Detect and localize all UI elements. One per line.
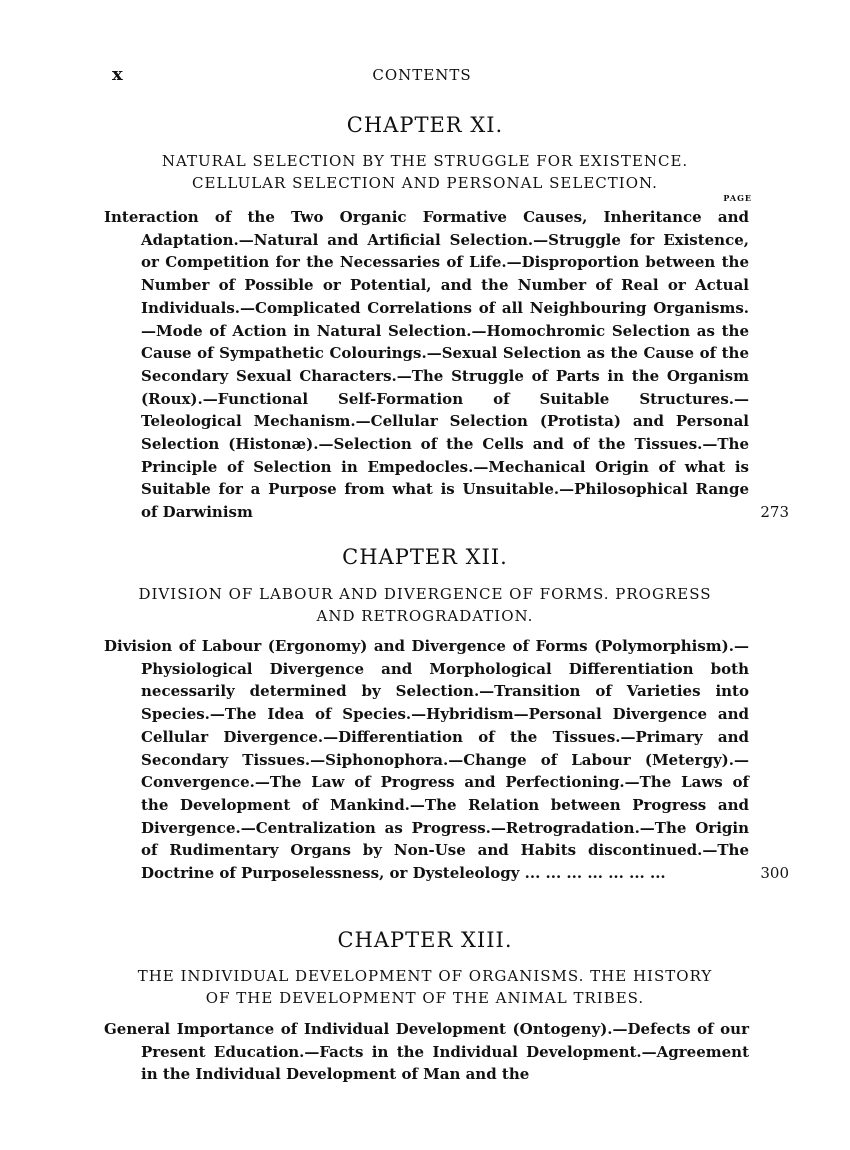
running-title: CONTENTS	[372, 66, 472, 84]
chapter-subtitle-line: AND RETROGRADATION.	[316, 607, 534, 625]
chapter-summary	[104, 1018, 749, 1086]
chapter-subtitle-line: NATURAL SELECTION BY THE STRUGGLE FOR EXISTENCE.	[161, 152, 689, 170]
chapter-summary-text: Division of Labour (Ergonomy) and Divergence of Forms (Polymorphism).—Physiological Divergence and Morphological Differentiation both necessarily determined by Selection.—Transition of Varieties into Species.—The Idea of Species.—Hybridism—Personal Divergence and Cellular Divergence.—Differentiation of the Tissues.—Primary and Secondary Tissues.—Siphonophora.—Change of Labour (Metergy).—Convergence.—The Law of Progress and Perfectioning.—The Laws of the Development of Mankind.—The Relation between Progress and Divergence.—Centralization as Progress.—Retrogradation.—The Origin of Rudimentary Organs by Non-Use and Habits discontinued.—The Doctrine of Purposelessness, or Dysteleology ... ... ... ... ... ... ...	[104, 637, 749, 883]
chapter-heading: CHAPTER XII.	[342, 545, 508, 569]
chapter-page-ref: 300	[760, 864, 789, 883]
chapter-summary-text: General Importance of Individual Development (Ontogeny).—Defects of our Present Education.—Facts in the Individual Development.—Agreement in the Individual Development of Man and the	[104, 1020, 749, 1084]
chapter-heading: CHAPTER XIII.	[337, 928, 513, 952]
chapter-heading: CHAPTER XI.	[346, 113, 504, 137]
chapter-subtitle-line: THE INDIVIDUAL DEVELOPMENT OF ORGANISMS. THE HISTORY	[137, 967, 713, 985]
chapter-summary	[104, 635, 789, 885]
page-column-label: PAGE	[723, 193, 752, 203]
chapter-page-ref: 273	[760, 503, 789, 522]
chapter-subtitle	[100, 150, 750, 194]
chapter-summary	[104, 206, 789, 524]
chapter-subtitle-line: DIVISION OF LABOUR AND DIVERGENCE OF FORMS. PROGRESS	[138, 585, 712, 603]
chapter-summary-text: Interaction of the Two Organic Formative Causes, Inheritance and Adaptation.—Natural and Artificial Selection.—Struggle for Existence, or Competition for the Necessaries of Life.—Disproportion between the Number of Possible or Potential, and the Number of Real or Actual Individuals.—Complicated Correlations of all Neighbouring Organisms.—Mode of Action in Natural Selection.—Homochromic Selection as the Cause of Sympathetic Colourings.—Sexual Selection as the Cause of the Secondary Sexual Characters.—The Struggle of Parts in the Organism (Roux).—Functional Self-Formation of Suitable Structures.—Teleological Mechanism.—Cellular Selection (Protista) and Personal Selection (Histonæ).—Selection of the Cells and of the Tissues.—The Principle of Selection in Empedocles.—Mechanical Origin of what is Suitable for a Purpose from what is Unsuitable.—Philosophical Range of Darwinism	[104, 208, 749, 522]
chapter-subtitle	[100, 965, 750, 1009]
page-number: x	[112, 64, 123, 85]
chapter-subtitle	[100, 583, 750, 627]
chapter-subtitle-line: OF THE DEVELOPMENT OF THE ANIMAL TRIBES.	[205, 989, 645, 1007]
running-head	[112, 64, 732, 84]
chapter-subtitle-line: CELLULAR SELECTION AND PERSONAL SELECTION.	[192, 174, 658, 192]
